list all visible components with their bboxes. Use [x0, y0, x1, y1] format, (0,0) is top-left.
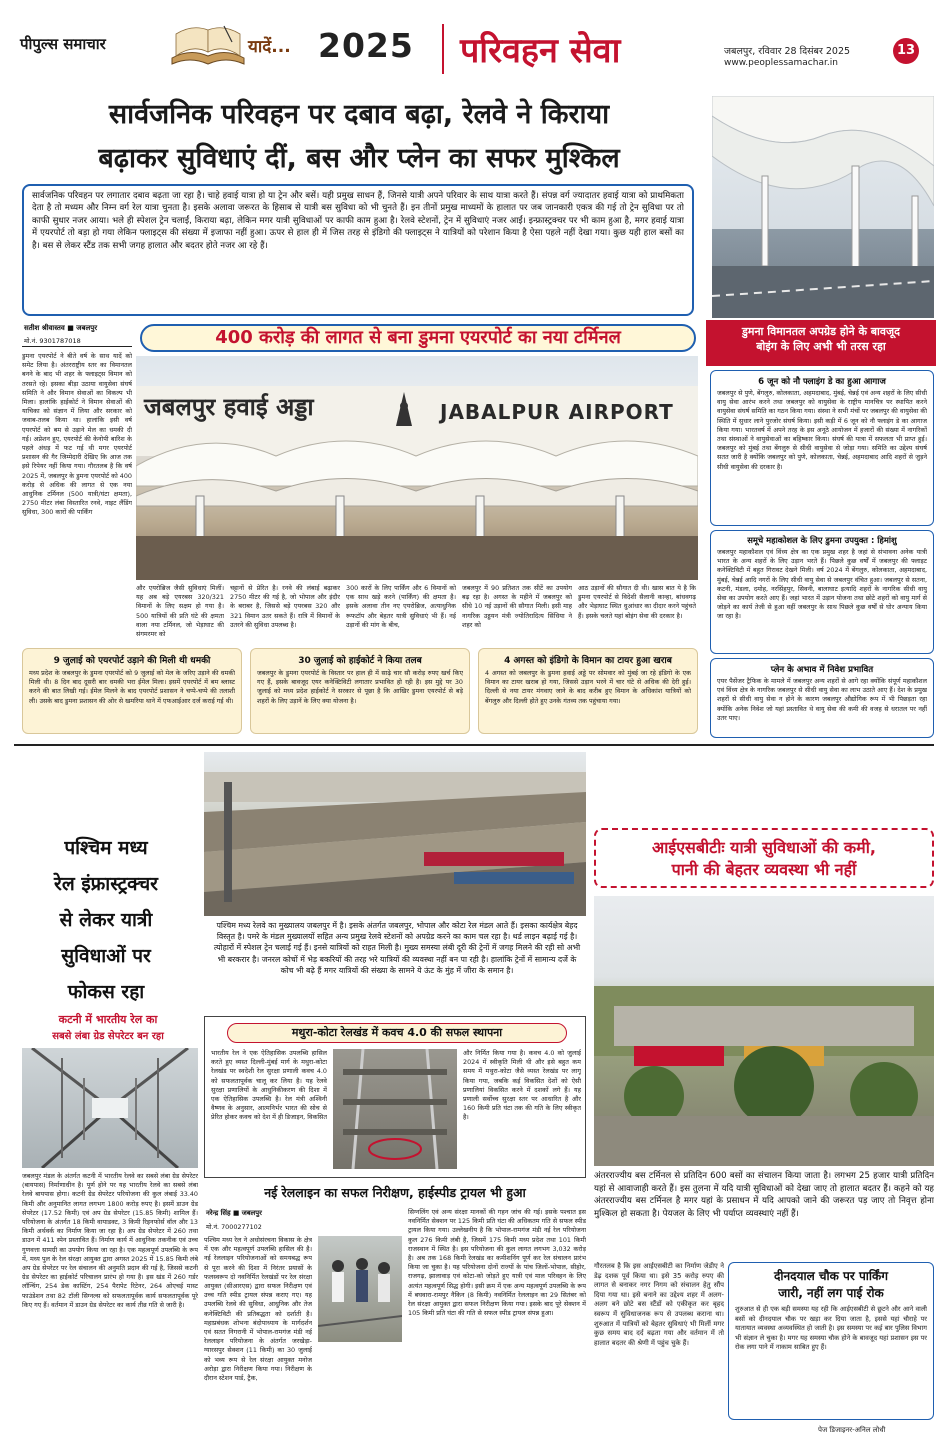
isbt-head-1: आईएसबीटीः यात्री सुविधाओं की कमी,	[652, 838, 876, 857]
sub-box-title: 4 अगस्त को इंडिगो के विमान का टायर हुआ खराब	[504, 656, 672, 666]
airport-col-left: डुमना एयरपोर्ट ने बीते वर्ष के साथ यादें को समेट लिया है। अंतरराष्ट्रीय स्तर का विमानतल बनने के बाद भी शहर के फ्लाइट्स विमान को तरसते रहे। इसका बीड़ा उठाया वायुसेवा संघर्ष समिति ने और विमान सेवाओं का विकल्प भी मिला। हालांकि हाईकोर्ट ने विमान सेवाओं की याचिका को संज्ञान में लिया और सरकार को जवाब-तलब किया था। हालांकि इसी वर्ष एयरपोर्ट को बम से उड़ाने मेल का धमकी दी गई। अप्रेशन हुए, एयरपोर्ट की केनोपी बारिश के पहले अंधड़ में फट गई थी मगर एयरपोर्ट प्रशासन की गैर जिम्मेदारी देखिए कि आज तक इसे रिपेयर नहीं किया गया। गौरतलब है कि वर्ष 2025 में, जबलपुर के डुमना एयरपोर्ट को 400 करोड़ से अधिक की लागत से एक नया आधुनिक टर्मिनल (500 यात्री/घंटा क्षमता), 2750 मीटर लंबा विस्तारित रनवे, नाइट लैंडिंग सुविधा, 300 कारों की पार्किंग	[22, 352, 132, 517]
airport-col-4: 300 कारों के लिए पार्किंग और 6 विमानों को एक साथ खड़े करने (पार्किंग) की क्षमता है। इसके अलावा तीन नए एयरोब्रिज, अत्याधुनिक रूफटॉप और बेहतर यात्री सुविधाएं भी हैं। नई उड़ानों की मांग के बीच,	[346, 584, 456, 629]
airport-sign-hindi: जबलपुर हवाई अड्डा	[144, 393, 314, 421]
rail-head-line-4: सुविधाओं पर	[61, 945, 151, 967]
canopy-photo	[712, 96, 934, 318]
rail-head-line-2: रेल इंफ्रास्ट्रक्चर	[54, 873, 158, 895]
airport-col-6: आठ उड़ानों की सौगात दी थी। खास बात ये है कि डुमना एयरपोर्ट से विदेशी सैलानी कान्हा, बांधवगढ़ और भेड़ाघाट स्थित धुआंधार का दीदार करने पहुंचते हैं। इसके चलते यहां बोइंग सेवा की दरकार है।	[578, 584, 696, 620]
deendayal-box	[728, 1262, 934, 1420]
airport-banner: 400 करोड़ की लागत से बना डुमना एयरपोर्ट का नया टर्मिनल	[140, 324, 696, 352]
kavach-right: और निर्मित किया गया है। कवच 4.0 को जुलाई 2024 में स्वीकृति मिली थी और इसे बहुत कम समय में मथुरा-कोटा जैसे व्यस्त रेलखंड पर लागू किया गया, जबकि कई विकसित देशों को ऐसी प्रणालियां विकसित करने में दशकों लगे हैं। यह प्रणाली सर्वोच्च सुरक्षा स्तर पर आधारित है और 160 किमी प्रति घंटा तक की गति के लिए स्वीकृत है।	[463, 1049, 581, 1122]
katni-head-2: सबसे लंबा ग्रेड सेपरेटर बन रहा	[52, 1031, 164, 1042]
airport-byline: सतीश श्रीवास्तव ■ जबलपुर	[24, 324, 98, 332]
section-title: परिवहन सेवा	[460, 31, 621, 71]
sub-box-title: 30 जुलाई को हाईकोर्ट ने किया तलब	[298, 656, 422, 666]
rail-headline	[18, 830, 194, 1010]
page-number: 13	[893, 38, 919, 64]
right-box-2-text: जबलपुर महाकौशल एवं विंध्य क्षेत्र का एक प्रमुख शहर है जहां से संभावना अनेक यात्री भारत के अन्य शहरों के लिए उड़ान भरते हैं। पिछले कुछ वर्षों में जबलपुर की फ्लाइट कनेक्टिविटी में बहुत गिरावट देखने मिली। वर्ष 2024 में बेंगलुरु, कोलकाता, अहमदाबाद, मुंबई, चेन्नई आदि नगरों के लिए सीधी वायु सेवा से जबलपुर वंचित हुआ। जबलपुर से सतना, कटनी, मंडला, दमोह, नरसिंहपुर, सिवनी, बालाघाट इत्यादि शहरों के नागरिक सीधी वायु सेवा का उपयोग करते आए हैं। जहां भारत में उड़ान योजना तथा छोटे शहरों को वायु मार्ग से जोड़ने का कार्य तेजी से हुआ वहीं जबलपुर के साथ पिछले कुछ वर्षों से घोर अन्याय किया जा रहा है।	[717, 548, 927, 621]
right-box-3	[710, 658, 934, 738]
right-top-head-2: बोइंग के लिए अभी भी तरस रहा	[756, 340, 886, 353]
kavach-title: मथुरा-कोटा रेलखंड में कवच 4.0 की सफल स्थापना	[227, 1023, 567, 1043]
kavach-left: भारतीय रेल ने एक ऐतिहासिक उपलब्धि हासिल करते हुए व्यस्त दिल्ली-मुंबई मार्ग के मथुरा-कोटा रेलखंड पर स्वदेशी रेल सुरक्षा प्रणाली कवच 4.0 को सफलतापूर्वक चालू कर लिया है। यह रेलवे सुरक्षा प्रणालियों के आधुनिकीकरण की दिशा में एक ऐतिहासिक उपलब्धि है। रेल मंत्री अश्विनी वैष्णव के अनुसार, आत्मनिर्भर भारत की सोच से प्रेरित होकर कवच को देश में ही डिजाइन, विकसित	[211, 1049, 327, 1122]
masthead	[0, 0, 945, 96]
right-box-1-title: 6 जून को नौ फ्लाइंग डे का हुआ आगाज	[758, 377, 886, 387]
open-book-icon	[168, 24, 248, 68]
rail-center-text: पश्चिम मध्य रेलवे का मुख्यालय जबलपुर में है। इसके अंतर्गत जबलपुर, भोपाल और कोटा रेल मंडल आते हैं। इसका कार्यक्षेत्र बेहद विस्तृत है। पमरे के मंडल मुख्यालयों सहित अन्य प्रमुख रेलवे स्टेशनों को अपग्रेड करने का काम चल रहा है। थर्ड लाइन बढ़ाई गई है। त्योहारों में स्पेशल ट्रेन चलाई गई हैं। इनसे यात्रियों को राहत मिली है। मुख्य समस्या लंबी दूरी की ट्रेनों में जगह मिलने की रही सो अभी भी बरकरार है। जनरल कोचों में भेड़ बकरियों की तरह भरे यात्रियों की व्यवस्था नहीं बन पा रही है। हालांकि ट्रेनों में सामान्य दर्जे के कोच भी बढ़े हैं मगर यात्रियों की संख्या के सामने ये ऊंट के मुंह में जीरा के समान है।	[213, 921, 581, 975]
lead-headline-2: बढ़ाकर सुविधाएं दीं, बस और प्लेन का सफर मुश्किल	[98, 143, 620, 174]
isbt-text-col: गौरतलब है कि इस आईएसबीटी का निर्माण जेडीए ने डेढ़ दशक पूर्व किया था। इसे 35 करोड़ रुपए की लागत से बनाकर नगर निगम को संचालन हेतु सौंप दिया गया था। इसे बनाने का उद्देश्य शहर में अलग-अलग बने छोटे बस स्टैंडों को एकीकृत कर बृहद स्वरूप में सुविधाजनक रूप से उपलब्ध कराना था। शुरुआत में यात्रियों को बेहतर सुविधाएं भी मिलीं मगर कुछ समय बाद दर्द बढ़ता गया और वर्तमान में तो हालात बदतर की श्रेणी में पहुंच चुके हैं।	[594, 1262, 724, 1347]
sub-box-text: जबलपुर के डुमना एयरपोर्ट के विस्तार पर हाल ही में साढ़े चार सौ करोड़ रुपए खर्च किए गए हैं, इसके बावजूद एयर कनेक्टिविटी लगातार प्रभावित हो रही है। इस मुद्दे पर 30 जुलाई को मध्य प्रदेश हाईकोर्ट ने सरकार से पूछा है कि आखिर डुमना एयरपोर्ट से बड़े शहरों के लिए उड़ानें के लिए क्या योजना है।	[257, 669, 463, 705]
right-box-2	[710, 530, 934, 654]
isbt-header	[594, 828, 934, 888]
katni-head-1: कटनी में भारतीय रेल का	[58, 1013, 158, 1026]
isbt-photo	[594, 896, 934, 1166]
deendayal-title-1: दीनदयाल चौक पर पार्किंग	[774, 1269, 888, 1283]
airport-sign-english: JABALPUR AIRPORT	[440, 400, 674, 424]
right-box-1-text: जबलपुर से पुणे, बेंगलुरु, कोलकाता, अहमदाबाद, मुंबई, चेन्नई एवं अन्य शहरों के लिए सीधी वायु सेवा आरंभ करने तथा जबलपुर को वायुसेवा के राष्ट्रीय मानचित्र पर स्थापित करने वायुसेवा संघर्ष समिति का गठन किया गया। संस्था ने सभी मंचों पर जबलपुर की वायुसेवा की स्थिति में सुधार लाने पुरजोर संघर्ष किया। इसी कड़ी में 6 जून को नौ फ्लाइंग डे का आगाज किया गया। भारतवर्ष में अपने तरह के इस अनूठे आयोजन में हजारों की संख्या में नागरिकों तथा संस्थाओं ने वायुसेवाओं का बहिष्कार किया। संघर्ष की यात्रा में सफलता भी प्राप्त हुई। जबलपुर को मुंबई तथा बेंगलुरु से सीधी वायुसेवा से जोड़ा गया। समिति का उद्देश्य संघर्ष सतत जारी है क्योंकि जबलपुर को पुणे, कोलकाता, चेन्नई, अहमदाबाद आदि शहरों से जुड़ने सीधी वायुसेवा की दरकार है।	[717, 389, 927, 471]
newline-title: नई रेललाइन का सफल निरीक्षण, हाईस्पीड ट्रायल भी हुआ	[264, 1185, 526, 1200]
sub-box-text: मध्य प्रदेश के जबलपुर के डुमना एयरपोर्ट को 9 जुलाई को मेल के जरिए उड़ाने की धमकी मिली थी। 8 दिन बाद दूसरी बार धमकी भरा ईमेल मिला। इसमें एयरपोर्ट में बम ब्लास्ट करने की बात लिखी गई। ईमेल मिलने के बाद एयरपोर्ट प्रशासन ने चप्पे-चप्पे की तलाशी ली। उसके बाद डुमना प्रशासन की ओर से खमरिया थाने में एफआईआर दर्ज कराई गई थी।	[29, 669, 235, 705]
divider	[22, 346, 132, 347]
right-top-head-1: डुमना विमानतल अपग्रेड होने के बावजूद	[741, 325, 901, 338]
rail-head-line-3: से लेकर यात्री	[59, 909, 153, 931]
sub-box-highcourt	[250, 648, 470, 734]
inspection-photo	[318, 1236, 402, 1342]
newline-col-1: पश्चिम मध्य रेल ने अधोसंरचना विकास के क्षेत्र में एक और महत्वपूर्ण उपलब्धि हासिल की है। नई रेललाइन परियोजनाओं को समयबद्ध रूप से पूरा करने की दिशा में निरंतर प्रयासों के फलस्वरूप दो नवनिर्मित रेलखंडों पर रेल संरक्षा आयुक्त (सीआरएस) द्वारा सफल निरीक्षण एवं उच्च गति स्पीड ट्रायल संपन्न कराए गए। यह उपलब्धि रेलवे की सुविधा, आधुनिक और तेज कनेक्टिविटी की प्रतिबद्धता को दर्शाती है। महाप्रबंधक शोभना बंदोपाध्याय के मार्गदर्शन एवं सतत निगरानी में भोपाल-रामगंज मंडी नई रेललाइन परियोजना के अंतर्गत जरखेड़ा-ग्यारसपुर सेक्शन (11 किमी) का 30 जुलाई को भव्य रूप से रेल संरक्षा आयुक्त मनोज अरोड़ा द्वारा निरीक्षण किया गया। निरीक्षण के दौरान स्टेशन यार्ड, ट्रैक,	[204, 1236, 312, 1383]
deendayal-title-2: जारी, नहीं लग पाई रोक	[778, 1286, 884, 1300]
page-designer: पेज डिजाइनर-अनिल लोधी	[818, 1426, 886, 1434]
right-top-header	[706, 320, 936, 366]
airport-col-2: और एयरोब्रिज जैसी सुविधाएं मिलीं। यह अब बड़े एयरबस 320/321 विमानों के लिए सक्षम हो गया है। 500 यात्रियों की प्रति घंटे की क्षमता वाला नया टर्मिनल, जो भेड़ाघाट की संगमरमर को	[136, 584, 224, 639]
airport-mobile: मो.नं. 9301787018	[24, 337, 81, 345]
website: www.peoplessamachar.in	[724, 58, 838, 68]
right-box-3-title: प्लेन के अभाव में निवेश प्रभावित	[770, 665, 874, 675]
newline-byline: नरेन्द्र सिंह ■ जबलपुर	[206, 1209, 262, 1217]
deendayal-text: शुरुआत से ही एक बड़ी समस्या यह रही कि आईएसबीटी से छूटने और आने वाली बसों को दीनदयाल चौक पर खड़ा कर दिया जाता है, इससे यहां चौराहे पर यातायात व्यवस्था अव्यवस्थित हो जाती है। इस समस्या पर कई बार पुलिस विभाग भी संज्ञान ले चुका है। मगर यह समस्या चौक होने के बावजूद यहां प्रशासन इस पर रोक लगा पाने में नाकाम साबित हुए हैं।	[735, 1305, 927, 1352]
sub-box-text: 4 अगस्त को जबलपुर के डुमना हवाई अड्डे पर सोमवार को मुंबई जा रहे इंडिगो के एक विमान का टायर खराब हो गया, जिससे उड़ान भरने में चार घंटे से अधिक की देरी हुई। दिल्ली से नया टायर मंगवाए जाने के बाद करीब हुए विमान के अधिकांश यात्रियों को बेंगलुरु और दिल्ली होते हुए उनके गंतव्य तक पहुंचाया गया।	[485, 669, 691, 705]
newline-mobile: मो.नं. 7000277102	[206, 1223, 262, 1231]
rail-yard-photo	[204, 752, 586, 916]
right-box-3-text: एयर पैसेंजर ट्रैफिक के मामले में जबलपुर अन्य शहरों से आगे रहा क्योंकि संपूर्ण महाकौशल एवं विंध्य क्षेत्र के नागरिक जबलपुर से सीधी वायु सेवा का लाभ उठाते आए हैं। देश के प्रमुख शहरों से सीधी वायु सेवा न होने के कारण जबलपुर औद्योगिक रूप में भी पिछड़ता रहा क्योंकि अनेक निवेश जो यहां प्रस्तावित थे वायु सेवा की कमी की वजह से धरातल पर नहीं उतर पाए।	[717, 677, 927, 722]
airport-photo	[136, 356, 698, 580]
rail-head-line-5: फोकस रहा	[67, 981, 145, 1003]
newline-col-2: सिग्नलिंग एवं अन्य संरक्षा मानकों की गहन जांच की गई। इसके पश्चात इस नवनिर्मित सेक्शन पर 125 किमी प्रति घंटा की अधिकतम गति से सफल स्पीड ट्रायल किया गया। उल्लेखनीय है कि भोपाल-रामगंज मंडी नई रेल परियोजना कुल 276 किमी लंबी है, जिसमें 175 किमी मध्य प्रदेश तथा 101 किमी राजस्थान में स्थित है। इस परियोजना की कुल लागत लगभग 3,032 करोड़ है। अब तक 168 किमी रेलखंड का कमीशनिंग पूर्ण कर रेल संचालन प्रारंभ किया जा चुका है। यह परियोजना दोनों राज्यों के पांच जिलों-भोपाल, सीहोर, राजगढ़, झालावाड़ एवं कोटा-को जोड़ते हुए यात्री एवं माल परिवहन के लिए अत्यंत महत्वपूर्ण सिद्ध होगी। इसी क्रम में एक अन्य महत्वपूर्ण उपलब्धि के रूप में बघवारा-रामपुर नैकिन (8 किमी) नवनिर्मित रेललाइन का 29 सितंबर को रेल संरक्षा आयुक्त द्वारा सफल निरीक्षण किया गया। इसके बाद पूरे सेक्शन में 105 किमी प्रति घंटा की गति से सफल स्पीड ट्रायल संपन्न हुआ।	[408, 1208, 586, 1318]
lead-intro-box	[22, 184, 694, 316]
memories-label: यादें...	[248, 37, 291, 57]
lead-intro: सार्वजनिक परिवहन पर लगातार दबाव बढ़ता जा रहा है। चाहे हवाई यात्रा हो या ट्रेन और बसें। यही प्रमुख साधन हैं, जिनसे यात्री अपने परिवार के साथ यात्रा करते हैं। संपन्न वर्ग ज्यादातर हवाई यात्रा को प्राथमिकता देता है तो मध्यम और निम्न वर्ग रेल यात्रा चुनता है। इसके अलावा जरूरत के हिसाब से यात्री बस सुविधा को भी चुनते हैं। इन तीनों प्रमुख माध्यमों के हालात पर जब जानकारी एकत्र की गई तो ट्रेन सुविधा पर तो काफी सुधार नजर आया। भले ही स्पेशल ट्रेन चलाईं, किराया बढ़ा, लेकिन मगर यात्री सुविधाओं पर काफी काम हुआ है। रेलवे स्टेशनों, ट्रेन में सुविधाएं नजर आईं। इन्फ्रास्ट्रक्चर पर भी काम हुआ है, मगर हवाई यात्रा में एयरपोर्ट तो बड़ा हो गया लेकिन फ्लाइट्स की संख्या में इजाफा नहीं हुआ। ऊपर से हाल ही में जिस तरह से इंडिगो की फ्लाइट्स ने यात्रियों को परेशान किया है ऐसा पहले नहीं देखा गया। कुछ यही हाल बसों का है। बस से लेकर स्टैंड तक सभी जगह हालात और बदतर होते नजर आ रहे हैं।	[32, 191, 684, 251]
airport-col-5: जबलपुर में 90 प्रतिशत तक सीटें का उपयोग बढ़ रहा है। अगस्त के महीने में जबलपुर को सीधे 10 नई उड़ानों की सौगात मिली। इसी माह नागरिक उड्डयन मंत्री ज्योतिरादित्य सिंधिया ने शहर को	[462, 584, 572, 629]
sub-box-indigo	[478, 648, 698, 734]
section-divider	[14, 744, 934, 746]
dateline: जबलपुर, रविवार 28 दिसंबर 2025	[724, 46, 851, 57]
right-box-2-title: समूचे महाकोशल के लिए डुमना उपयुक्त : हिमांशु	[747, 535, 897, 545]
year-label: 2025	[318, 26, 414, 65]
lead-headline-1: सार्वजनिक परिवहन पर दबाव बढ़ा, रेलवे ने किराया	[108, 99, 610, 130]
rail-head-line-1: पश्चिम मध्य	[64, 837, 148, 859]
sub-box-title: 9 जुलाई को एयरपोर्ट उड़ाने की मिली थी धमकी	[53, 656, 211, 666]
airport-col-3: चट्टानों से प्रेरित है। रनवे की लंबाई बढ़ाकर 2750 मीटर की गई है, जो भोपाल और इंदौर के बराबर है, जिससे बड़े एयरबस 320 और 321 विमान उतर सकते हैं। रात्रि में विमानों के उतरने की सुविधा उपलब्ध है।	[230, 584, 340, 629]
right-box-1	[710, 370, 934, 526]
isbt-head-2: पानी की बेहतर व्यवस्था भी नहीं	[671, 860, 857, 879]
kavach-photo	[333, 1049, 457, 1169]
katni-text: जबलपुर मंडल के अंतर्गत कटनी में भारतीय रेलवे का सबसे लंबा ग्रेड सेपरेटर (बायपास) निर्माणाधीन है। पूर्ण होने पर यह भारतीय रेलवे का सबसे लंबा रेलवे बायपास होगा। कटनी ग्रेड सेपरेटर परियोजना की कुल लंबाई 33.40 किमी और अनुमानित लागत लगभग 1800 करोड़ रुपए है। इसमें डाउन ग्रेड सेपरेटर (17.52 किमी) एवं अप ग्रेड सेपरेटर (15.85 किमी) शामिल हैं। परियोजना के अंतर्गत 18 किमी वायाडक्ट, 3 किमी रिइनफोर्स वॉल और 13 किमी अर्थवर्क का निर्माण किया जा रहा है। अप ग्रेड सेपरेटर में 260 तथा डाउन में 411 स्पेन प्रस्तावित हैं। निर्माण कार्य में आधुनिक तकनीक एवं उच्च गुणवत्ता सामग्री का उपयोग किया जा रहा है। एक महत्वपूर्ण उपलब्धि के रूप में, मध्य पुल के रेल संरक्षा आयुक्त द्वारा अगस्त 2025 में 15.85 किमी लंबे अप ग्रेड सेपरेटर पर रेल संचालन की अनुमति प्रदान की गई है, जिससे कटनी ग्रेड सेपरेटर का हाईकोर्ट परिचालन प्रारंभ हो गया है। इस खंड में 260 गर्डर लॉन्चिंग, 254 डेक कास्टिंग, 254 पैरापेट रिटेनर, 264 ओएचई मास्ट फाउंडेशन तथा 82 टॉली सिग्नल्स को सफलतापूर्वक कार्य सफलतापूर्वक पूरे किए गए हैं। वर्तमान में डाउन ग्रेड सेपरेटर का कार्य तीव्र गति से जारी है।	[22, 1172, 198, 1309]
bridge-photo	[22, 1048, 198, 1168]
sub-box-threat	[22, 648, 242, 734]
brand-logo: पीपुल्स समाचार	[20, 35, 106, 53]
isbt-text-main: अंतरराज्यीय बस टर्मिनल से प्रतिदिन 600 बसों का संचालन किया जाता है। लगभग 25 हजार यात्री प्रतिदिन यहां से आवाजाही करते हैं। इस तुलना में यदि यात्री सुविधाओं को देखा जाए तो हालात बदतर हैं। कहने को यह अंतरराज्यीय बस टर्मिनल है मगर यहां के प्रसाधन में यदि आपको जाने की जरूरत पड़ जाए तो निवृत्त होना मुश्किल हो सकता है। पेयजल के लिए भी पर्याप्त व्यवस्थाएं नहीं हैं।	[594, 1171, 934, 1219]
kavach-box	[204, 1016, 586, 1178]
